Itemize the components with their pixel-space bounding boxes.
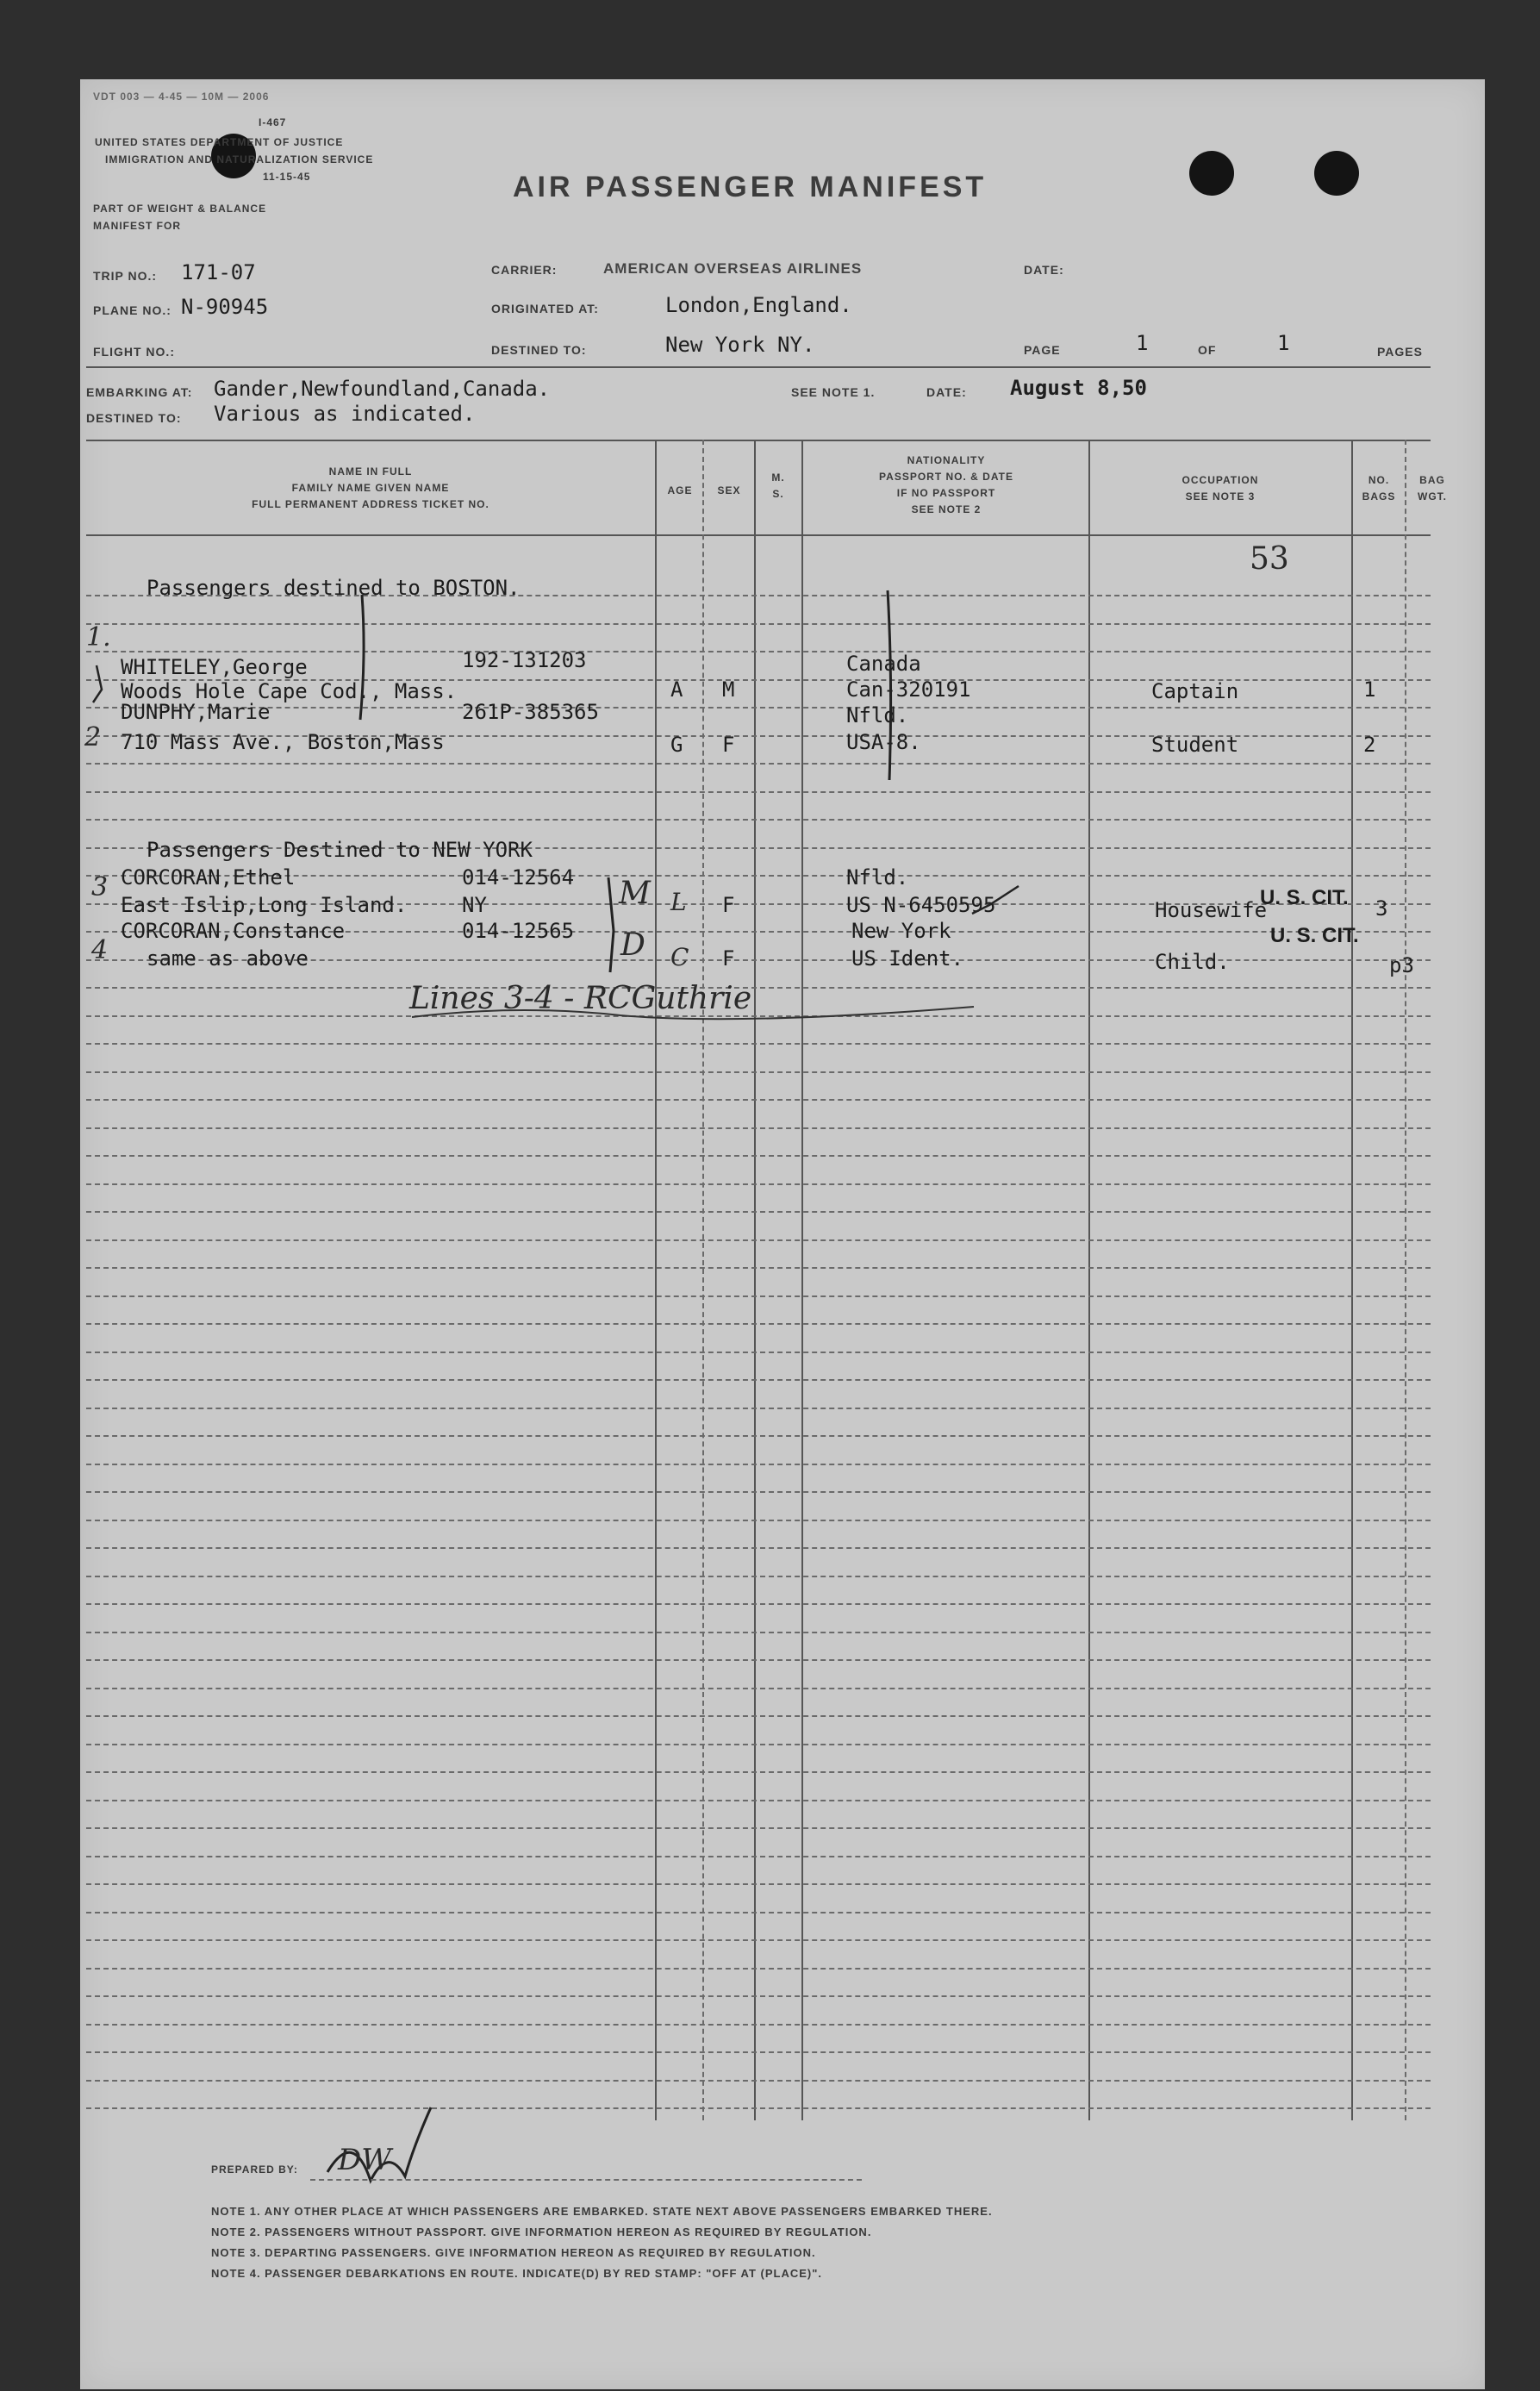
boston-heading: Passengers destined to BOSTON. [147, 576, 521, 600]
row-3-citizen-stamp: U. S. CIT. [1260, 886, 1349, 909]
col-head-nat-line-4: SEE NOTE 2 [911, 503, 982, 515]
row-1-number: 1. [86, 622, 111, 652]
col-head-bags-line-1: NO. [1368, 474, 1390, 486]
row-3-bags: 3 [1375, 896, 1388, 921]
destined-value: New York NY. [665, 333, 815, 357]
handwritten-annotation: Lines 3-4 - RCGuthrie [409, 981, 752, 1016]
weight-balance-line-1: PART OF WEIGHT & BALANCE [93, 203, 267, 215]
col-head-name-line-3: FULL PERMANENT ADDRESS TICKET NO. [252, 498, 489, 510]
trip-value: 171-07 [181, 260, 256, 284]
col-head-occ-line-2: SEE NOTE 3 [1185, 490, 1256, 503]
destined-to-2-label: DESTINED TO: [86, 411, 182, 425]
row-4-age: C [670, 943, 689, 971]
row-2-nationality: Nfld. [846, 703, 909, 727]
row-4-address: same as above [147, 946, 309, 971]
agency-line-2: IMMIGRATION AND NATURALIZATION SERVICE [105, 153, 374, 165]
embarking-label: EMBARKING AT: [86, 385, 193, 399]
page-value: 1 [1136, 331, 1149, 355]
of-label: OF [1198, 343, 1217, 357]
prepared-by-signature: DW [338, 2143, 392, 2177]
row-2-name: DUNPHY,Marie [121, 700, 271, 724]
row-3-sex: F [722, 893, 735, 917]
row-4-name: CORCORAN,Constance [121, 919, 346, 943]
row-3-state: NY [462, 893, 487, 917]
row-2-age: G [670, 733, 683, 757]
col-head-name-line-2: FAMILY NAME GIVEN NAME [291, 482, 450, 494]
pages-label: PAGES [1377, 345, 1423, 359]
row-3-address: East Islip,Long Island. [121, 893, 408, 917]
col-head-sex: SEX [717, 484, 741, 496]
row-2-ticket: 261P-385365 [462, 700, 599, 724]
form-code: VDT 003 — 4-45 — 10M — 2006 [93, 91, 270, 103]
count-mark: 53 [1250, 541, 1289, 577]
row-1-occupation: Captain [1151, 679, 1239, 703]
agency-line-1: UNITED STATES DEPARTMENT OF JUSTICE [95, 136, 344, 148]
date2-label: DATE: [926, 385, 967, 399]
row-3-ticket: 014-12564 [462, 865, 575, 890]
prepared-by-rule [310, 2179, 862, 2181]
row-3-number: 3 [91, 872, 109, 902]
of-value: 1 [1277, 331, 1290, 355]
manifest-title: AIR PASSENGER MANIFEST [513, 171, 988, 203]
destined-label: DESTINED TO: [491, 343, 587, 357]
new-york-heading: Passengers Destined to NEW YORK [147, 838, 533, 862]
col-head-occ-line-1: OCCUPATION [1181, 474, 1259, 486]
flight-label: FLIGHT NO.: [93, 345, 175, 359]
col-head-ms-line-2: S. [772, 488, 784, 500]
row-4-citizen-stamp: U. S. CIT. [1270, 924, 1359, 947]
note-2: NOTE 2. PASSENGERS WITHOUT PASSPORT. GIVE INFORMATION HEREON AS REQUIRED BY REGULATION. [211, 2226, 872, 2238]
prepared-by-label: PREPARED BY: [211, 2163, 298, 2176]
row-1-address: Woods Hole Cape Cod., Mass. [121, 679, 458, 703]
see-note-1: SEE NOTE 1. [791, 385, 876, 399]
originated-value: London,England. [665, 293, 852, 317]
row-4-passport: US Ident. [851, 946, 964, 971]
row-4-sex: F [722, 946, 735, 971]
col-head-ms-line-1: M. [771, 471, 785, 484]
row-1-ticket: 192-131203 [462, 648, 587, 672]
weight-balance-line-2: MANIFEST FOR [93, 220, 181, 232]
form-number: I-467 [259, 116, 287, 128]
row-2-address: 710 Mass Ave., Boston,Mass [121, 730, 445, 754]
note-1: NOTE 1. ANY OTHER PLACE AT WHICH PASSENGERS ARE EMBARKED. STATE NEXT ABOVE PASSENGERS EMBARKED THERE. [211, 2205, 993, 2218]
row-2-occupation: Student [1151, 733, 1239, 757]
form-date: 11-15-45 [263, 171, 311, 183]
col-head-name-line-1: NAME IN FULL [328, 465, 413, 478]
embarking-value: Gander,Newfoundland,Canada. [214, 377, 551, 401]
col-head-age: AGE [667, 484, 693, 496]
col-head-nat-line-3: IF NO PASSPORT [896, 487, 996, 499]
row-3-relation: M [619, 876, 651, 911]
row-3-name: CORCORAN,Ethel [121, 865, 296, 890]
carrier-label: CARRIER: [491, 263, 558, 277]
row-3-occupation: Housewife [1155, 898, 1268, 922]
row-1-passport: Can-320191 [846, 677, 971, 702]
row-4-number: 4 [91, 935, 109, 965]
col-head-bags-line-2: BAGS [1362, 490, 1396, 503]
trip-label: TRIP NO.: [93, 269, 158, 283]
destined-to-2-value: Various as indicated. [214, 402, 476, 426]
row-4-ticket: 014-12565 [462, 919, 575, 943]
note-4: NOTE 4. PASSENGER DEBARKATIONS EN ROUTE. INDICATE(D) BY RED STAMP: "OFF AT (PLACE)". [211, 2267, 823, 2280]
col-head-nat-line-1: NATIONALITY [907, 454, 986, 466]
row-2-mark: 2 [84, 722, 102, 752]
date-label: DATE: [1024, 263, 1064, 277]
row-4-relation: D [620, 927, 645, 963]
col-head-wgt-line-1: BAG [1419, 474, 1445, 486]
row-3-age: L [670, 888, 687, 916]
row-1-sex: M [722, 677, 735, 702]
row-1-bags: 1 [1363, 677, 1376, 702]
plane-value: N-90945 [181, 295, 269, 319]
carrier-value: AMERICAN OVERSEAS AIRLINES [603, 260, 863, 277]
note-3: NOTE 3. DEPARTING PASSENGERS. GIVE INFORMATION HEREON AS REQUIRED BY REGULATION. [211, 2246, 816, 2259]
row-2-sex: F [722, 733, 735, 757]
originated-label: ORIGINATED AT: [491, 302, 599, 315]
date2-value: August 8,50 [1010, 376, 1147, 400]
row-1-age: A [670, 677, 683, 702]
row-1-name: WHITELEY,George [121, 655, 308, 679]
row-3-nationality: Nfld. [846, 865, 909, 890]
plane-label: PLANE NO.: [93, 303, 171, 317]
col-head-wgt-line-2: WGT. [1418, 490, 1447, 503]
row-4-occupation: Child. [1155, 950, 1230, 974]
row-3-passport: US N-6450595 [846, 893, 996, 917]
page-label: PAGE [1024, 343, 1061, 357]
col-head-nat-line-2: PASSPORT NO. & DATE [879, 471, 1013, 483]
row-2-passport: USA-8. [846, 730, 921, 754]
row-4-nationality: New York [851, 919, 951, 943]
row-1-nationality: Canada [846, 652, 921, 676]
row-4-bags: p3 [1389, 953, 1414, 977]
row-2-bags: 2 [1363, 733, 1376, 757]
